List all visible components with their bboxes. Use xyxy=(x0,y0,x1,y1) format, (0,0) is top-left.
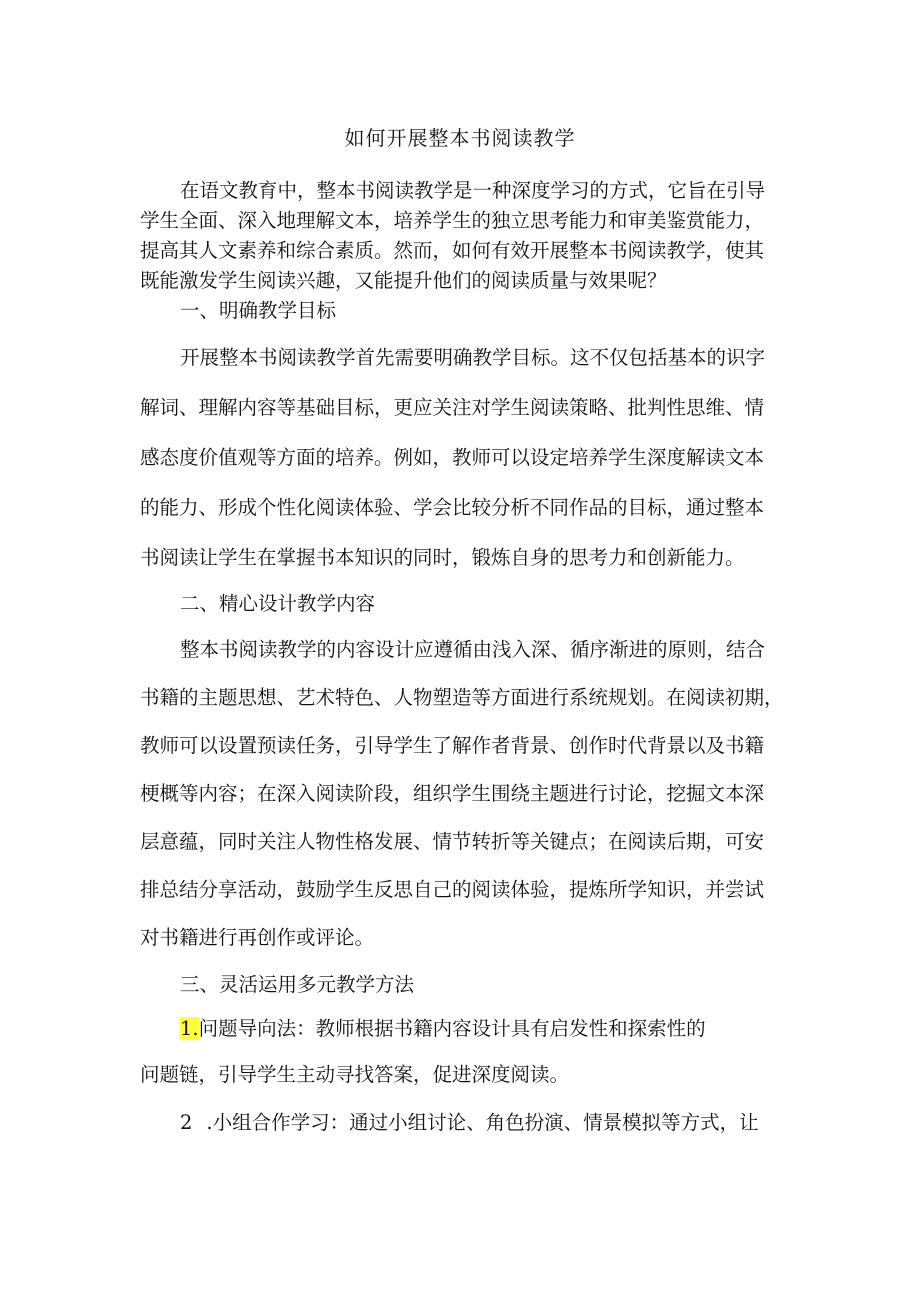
list-item-text: 问题导向法：教师根据书籍内容设计具有启发性和探索性的 xyxy=(198,1017,706,1040)
section-heading: 二、精心设计教学内容 xyxy=(180,592,376,615)
body-line: 教师可以设置预读任务，引导学生了解作者背景、创作时代背景以及书籍 xyxy=(140,734,765,757)
list-item-2 xyxy=(180,1108,790,1138)
body-line: 解词、理解内容等基础目标，更应关注对学生阅读策略、批判性思维、情 xyxy=(140,396,765,419)
list-item-text: .小组合作学习：通过小组讨论、角色扮演、情景模拟等方式，让 xyxy=(206,1111,759,1134)
list-number-highlight: 1. xyxy=(180,1017,199,1040)
intro-line: 在语文教育中，整本书阅读教学是一种深度学习的方式，它旨在引导 xyxy=(180,179,766,202)
body-line: 整本书阅读教学的内容设计应遵循由浅入深、循序渐进的原则，结合 xyxy=(180,638,766,661)
list-item-1 xyxy=(180,1014,790,1044)
body-line: 的能力、形成个性化阅读体验、学会比较分析不同作品的目标，通过整本 xyxy=(140,496,765,519)
intro-line: 提高其人文素养和综合素质。然而，如何有效开展整本书阅读教学，使其 xyxy=(140,239,765,262)
intro-line: 学生全面、深入地理解文本，培养学生的独立思考能力和审美鉴赏能力， xyxy=(140,209,765,232)
body-line: 书籍的主题思想、艺术特色、人物塑造等方面进行系统规划。在阅读初期， xyxy=(140,686,784,709)
body-line: 对书籍进行再创作或评论。 xyxy=(140,926,375,949)
body-line: 感态度价值观等方面的培养。例如，教师可以设定培养学生深度解读文本 xyxy=(140,446,765,469)
document-title: 如何开展整本书阅读教学 xyxy=(344,126,576,150)
body-line: 书阅读让学生在掌握书本知识的同时，锻炼自身的思考力和创新能力。 xyxy=(140,546,745,569)
section-heading: 三、灵活运用多元教学方法 xyxy=(180,973,415,996)
intro-line: 既能激发学生阅读兴趣，又能提升他们的阅读质量与效果呢？ xyxy=(140,269,667,292)
body-line: 梗概等内容；在深入阅读阶段，组织学生围绕主题进行讨论，挖掘文本深 xyxy=(140,782,765,805)
section-heading: 一、明确教学目标 xyxy=(180,299,337,322)
body-line: 问题链，引导学生主动寻找答案，促进深度阅读。 xyxy=(140,1063,570,1086)
body-line: 排总结分享活动，鼓励学生反思自己的阅读体验，提炼所学知识，并尝试 xyxy=(140,878,765,901)
body-line: 层意蕴，同时关注人物性格发展、情节转折等关键点；在阅读后期，可安 xyxy=(140,830,765,853)
body-line: 开展整本书阅读教学首先需要明确教学目标。这不仅包括基本的识字 xyxy=(180,346,766,369)
list-number: 2 xyxy=(180,1111,193,1134)
